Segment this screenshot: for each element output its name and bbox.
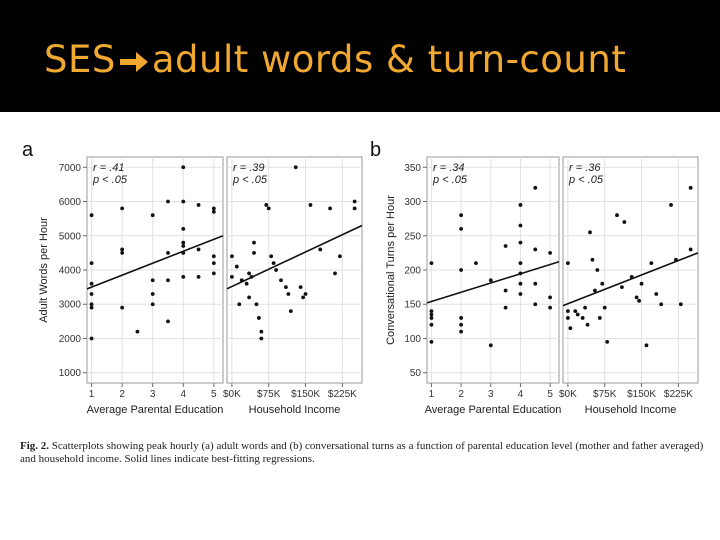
x-axis-label: Household Income [584,404,677,416]
data-point [252,251,256,255]
y-axis-label: Conversational Turns per Hour [385,195,397,345]
data-point [120,248,124,252]
data-point [519,261,523,265]
data-point [533,282,537,286]
data-point [304,292,308,296]
data-point [181,244,185,248]
y-tick-label: 150 [404,299,421,311]
data-point [181,241,185,245]
x-tick-label: $150K [627,389,657,400]
data-point [573,309,577,313]
data-point [166,319,170,323]
data-point [459,316,463,320]
data-point [459,268,463,272]
x-tick-label: $0K [223,389,241,400]
data-point [90,292,94,296]
stat-annotation: p < .05 [93,174,127,186]
data-point [459,330,463,334]
data-point [212,254,216,258]
x-tick-label: $225K [663,389,693,400]
x-tick-label: 3 [487,389,494,400]
y-tick-label: 250 [404,231,421,243]
x-tick-label: $150K [291,389,321,400]
data-point [489,343,493,347]
data-point [533,186,537,190]
data-point [166,200,170,204]
data-point [595,268,599,272]
data-point [566,309,570,313]
data-point [151,278,155,282]
data-point [328,206,332,210]
data-point [576,313,580,317]
data-point [659,302,663,306]
x-tick-label: 2 [458,389,464,400]
data-point [430,313,434,317]
stat-annotation: r = .34 [433,162,465,174]
data-point [284,285,288,289]
data-point [669,203,673,207]
data-point [259,337,263,341]
x-tick-label: $0K [559,389,577,400]
data-point [583,306,587,310]
caption-text: Scatterplots showing peak hourly (a) adult words and (b) conversational turns as a function of parental education level (mother and father averaged) and household income. Solid lines indicate best-fitting regressions. [20,440,704,465]
arrow-right-icon [118,49,150,75]
data-point [353,206,357,210]
data-point [259,330,263,334]
x-tick-label: 4 [517,389,524,400]
data-point [603,306,607,310]
data-point [519,282,523,286]
stat-annotation: r = .39 [233,162,265,174]
y-tick-label: 4000 [58,265,81,277]
data-point [269,254,273,258]
x-tick-label: 5 [211,389,217,400]
data-point [637,299,641,303]
data-point [309,203,313,207]
data-point [635,295,639,299]
data-point [286,292,290,296]
data-point [548,251,552,255]
figure-caption [20,440,710,466]
slide-title-left: SES [44,38,116,81]
stat-annotation: p < .05 [233,174,267,186]
data-point [504,289,508,293]
y-tick-label: 50 [409,368,421,380]
data-point [689,248,693,252]
y-tick-label: 100 [404,333,421,345]
data-point [289,309,293,313]
x-tick-label: 4 [180,389,187,400]
data-point [474,261,478,265]
data-point [333,272,337,276]
data-point [267,206,271,210]
x-axis-label: Average Parental Education [86,404,224,416]
data-point [459,213,463,217]
data-point [598,316,602,320]
x-axis-label: Average Parental Education [424,404,562,416]
data-point [318,248,322,252]
stat-annotation: p < .05 [569,174,603,186]
data-point [166,278,170,282]
data-point [689,186,693,190]
data-point [235,265,239,269]
data-point [264,203,268,207]
data-point [136,330,140,334]
data-point [237,302,241,306]
data-point [533,302,537,306]
data-point [566,316,570,320]
y-tick-label: 1000 [58,368,81,380]
data-point [568,326,572,330]
data-point [120,251,124,255]
y-tick-label: 6000 [58,197,81,209]
scatter-panel-3 [370,139,561,416]
data-point [430,309,434,313]
data-point [252,241,256,245]
data-point [90,282,94,286]
data-point [299,285,303,289]
data-point [519,224,523,228]
data-point [649,261,653,265]
x-tick-label: $75K [257,389,281,400]
data-point [90,213,94,217]
scatter-panel-2 [223,157,362,416]
slide-title-bar [0,0,720,112]
data-point [230,275,234,279]
stat-annotation: r = .41 [93,162,125,174]
data-point [212,210,216,214]
data-point [586,323,590,327]
data-point [181,275,185,279]
data-point [197,275,201,279]
data-point [151,213,155,217]
y-tick-label: 5000 [58,231,81,243]
y-tick-label: 7000 [58,162,81,174]
y-tick-label: 2000 [58,333,81,345]
slide-title-right: adult words & turn-count [151,38,627,81]
data-point [181,200,185,204]
data-point [640,282,644,286]
data-point [519,241,523,245]
data-point [230,254,234,258]
data-point [197,203,201,207]
data-point [90,261,94,265]
y-tick-label: 350 [404,162,421,174]
data-point [591,258,595,262]
data-point [489,278,493,282]
data-point [353,200,357,204]
y-tick-label: 200 [404,265,421,277]
data-point [566,261,570,265]
x-tick-label: 1 [428,389,435,400]
data-point [459,323,463,327]
data-point [247,272,251,276]
y-axis-label: Adult Words per Hour [38,217,50,323]
figure-scatterplots [0,112,720,432]
data-point [90,337,94,341]
stat-annotation: p < .05 [433,174,467,186]
data-point [679,302,683,306]
data-point [430,316,434,320]
data-point [181,227,185,231]
data-point [654,292,658,296]
data-point [615,213,619,217]
data-point [212,261,216,265]
data-point [459,227,463,231]
data-point [247,295,251,299]
scatter-panel-4 [559,157,698,416]
data-point [151,292,155,296]
data-point [212,272,216,276]
data-point [255,302,259,306]
data-point [245,282,249,286]
data-point [519,292,523,296]
scatter-panel-1 [22,139,223,416]
data-point [588,230,592,234]
data-point [257,316,261,320]
slide-title [44,38,626,81]
data-point [279,278,283,282]
data-point [166,251,170,255]
data-point [90,306,94,310]
data-point [120,306,124,310]
data-point [272,261,276,265]
x-tick-label: 5 [547,389,553,400]
data-point [301,295,305,299]
x-tick-label: 1 [88,389,95,400]
data-point [181,165,185,169]
y-tick-label: 3000 [58,299,81,311]
data-point [504,244,508,248]
data-point [622,220,626,224]
data-point [504,306,508,310]
data-point [533,248,537,252]
data-point [600,282,604,286]
data-point [430,261,434,265]
data-point [274,268,278,272]
data-point [197,248,201,252]
data-point [548,295,552,299]
stat-annotation: r = .36 [569,162,601,174]
data-point [548,306,552,310]
data-point [294,165,298,169]
x-tick-label: 2 [119,389,125,400]
data-point [430,340,434,344]
data-point [120,206,124,210]
panel-letter: b [370,139,382,161]
data-point [212,206,216,210]
x-axis-label: Household Income [248,404,341,416]
data-point [620,285,624,289]
caption-label: Fig. 2. [20,440,50,452]
data-point [338,254,342,258]
data-point [90,302,94,306]
data-point [605,340,609,344]
data-point [430,323,434,327]
x-tick-label: $75K [593,389,617,400]
data-point [581,316,585,320]
x-tick-label: $225K [327,389,357,400]
data-point [645,343,649,347]
y-tick-label: 300 [404,197,421,209]
data-point [519,203,523,207]
panel-letter: a [22,139,34,161]
data-point [151,302,155,306]
x-tick-label: 3 [149,389,156,400]
